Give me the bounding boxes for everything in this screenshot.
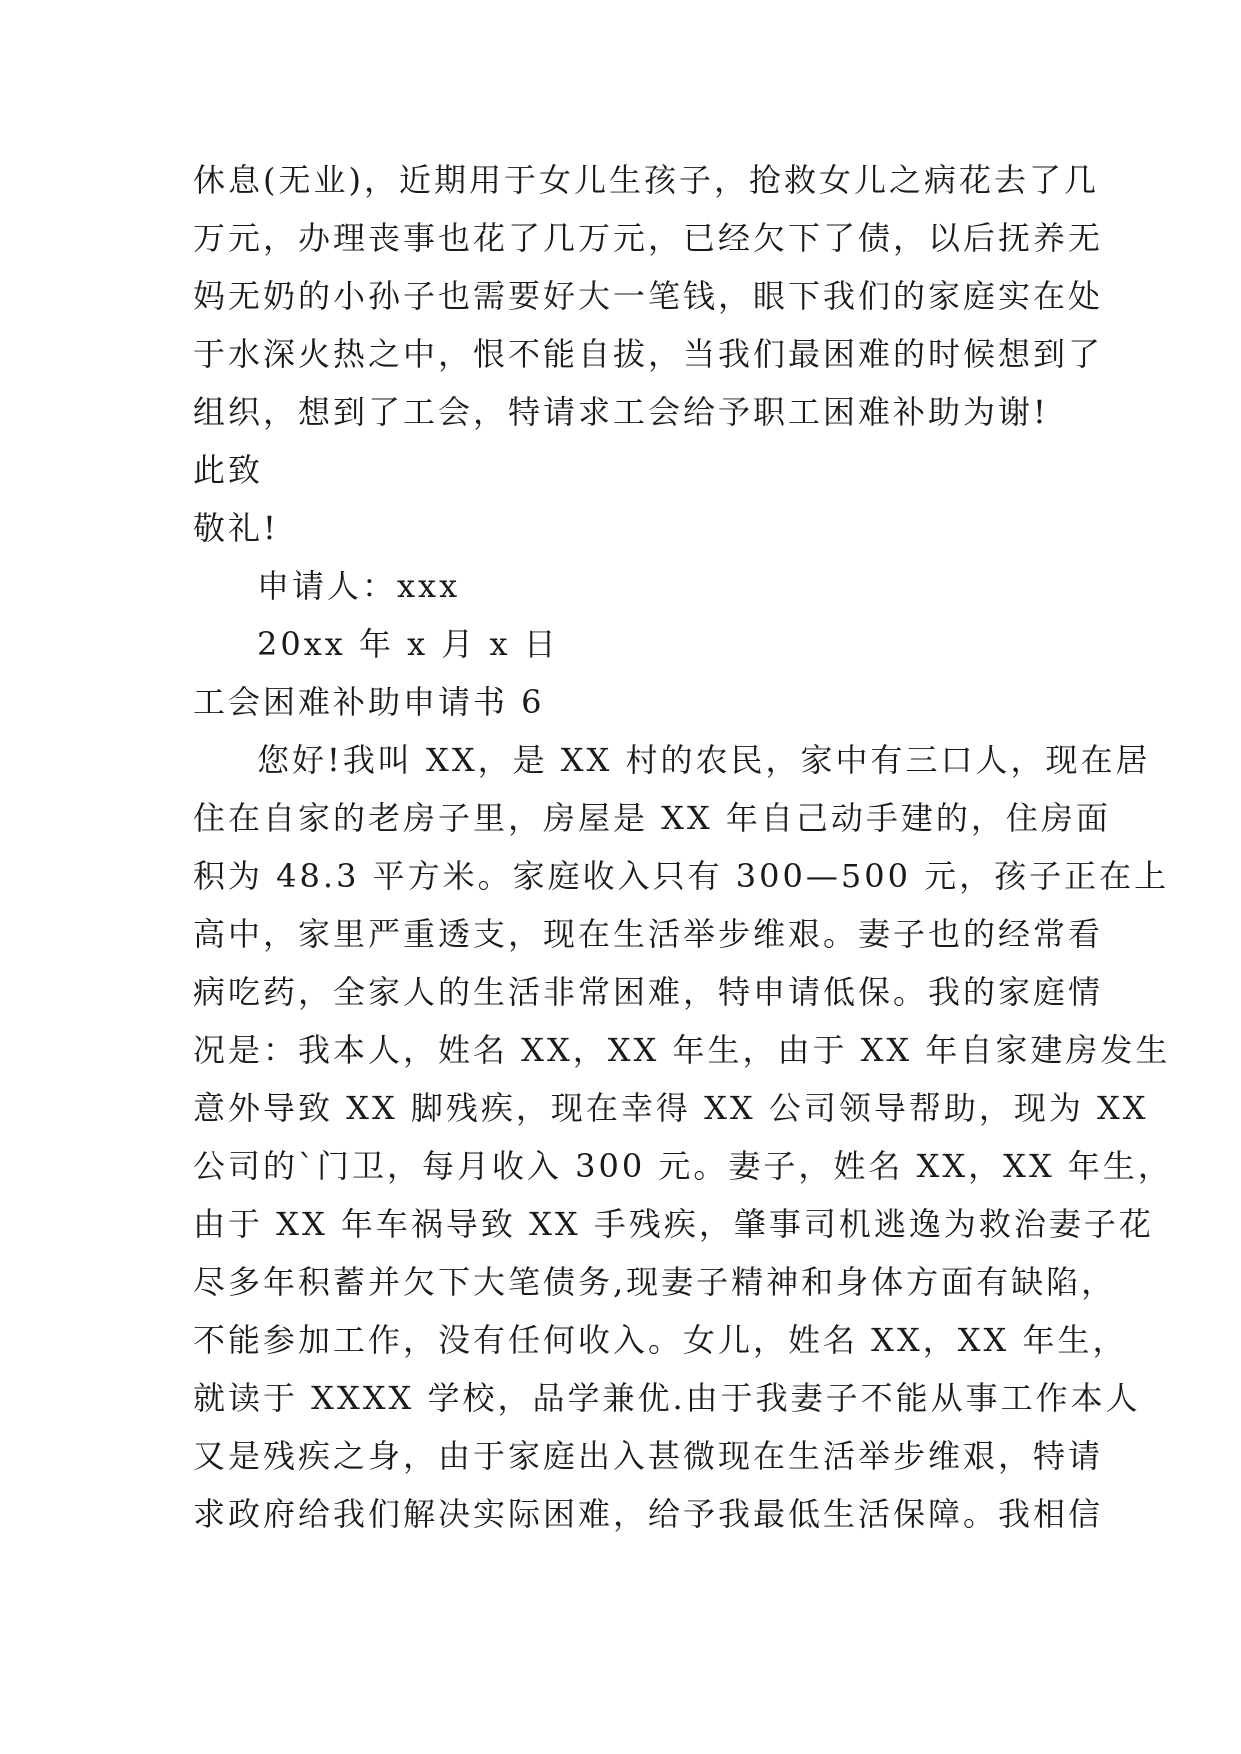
paragraph-line: 公司的`门卫，每月收入 300 元。妻子，姓名 XX，XX 年生，: [193, 1147, 1173, 1185]
paragraph-line: 求政府给我们解决实际困难，给予我最低生活保障。我相信: [193, 1495, 1104, 1533]
paragraph-line: 万元，办理丧事也花了几万元，已经欠下了债，以后抚养无: [193, 219, 1104, 257]
paragraph-line: 组织，想到了工会，特请求工会给予职工困难补助为谢!: [193, 393, 1049, 431]
paragraph-line: 尽多年积蓄并欠下大笔债务,现妻子精神和身体方面有缺陷，: [193, 1263, 1117, 1301]
paragraph-line: 病吃药，全家人的生活非常困难，特申请低保。我的家庭情: [193, 973, 1104, 1011]
section-title: 工会困难补助申请书 6: [193, 683, 545, 721]
paragraph-line: 休息(无业)，近期用于女儿生孩子，抢救女儿之病花去了几: [193, 161, 1099, 199]
document-text: [193, 151, 1173, 1543]
paragraph-line: 住在自家的老房子里，房屋是 XX 年自己动手建的，住房面: [193, 799, 1111, 837]
paragraph-line: 况是：我本人，姓名 XX，XX 年生，由于 XX 年自家建房发生: [193, 1031, 1171, 1069]
paragraph-line: 由于 XX 年车祸导致 XX 手残疾，肇事司机逃逸为救治妻子花: [193, 1205, 1154, 1243]
closing-regards: 敬礼!: [193, 509, 279, 547]
closing-salutation: 此致: [193, 451, 264, 489]
paragraph-line: 妈无奶的小孙子也需要好大一笔钱，眼下我们的家庭实在处: [193, 277, 1104, 315]
paragraph-line: 又是残疾之身，由于家庭出入甚微现在生活举步维艰，特请: [193, 1437, 1104, 1475]
paragraph-line: 积为 48.3 平方米。家庭收入只有 300—500 元，孩子正在上: [193, 857, 1170, 895]
paragraph-line: 高中，家里严重透支，现在生活举步维艰。妻子也的经常看: [193, 915, 1104, 953]
paragraph-line: 不能参加工作，没有任何收入。女儿，姓名 XX，XX 年生，: [193, 1321, 1128, 1359]
applicant-signature: 申请人：xxx: [257, 567, 461, 605]
paragraph-line: 于水深火热之中，恨不能自拔，当我们最困难的时候想到了: [193, 335, 1104, 373]
paragraph-line: 就读于 XXXX 学校，品学兼优.由于我妻子不能从事工作本人: [193, 1379, 1141, 1417]
paragraph-line: 意外导致 XX 脚残疾，现在幸得 XX 公司领导帮助，现为 XX: [193, 1089, 1149, 1127]
paragraph-line: 您好!我叫 XX，是 XX 村的农民，家中有三口人，现在居: [257, 741, 1151, 779]
date-line: 20xx 年 x 月 x 日: [257, 625, 559, 663]
